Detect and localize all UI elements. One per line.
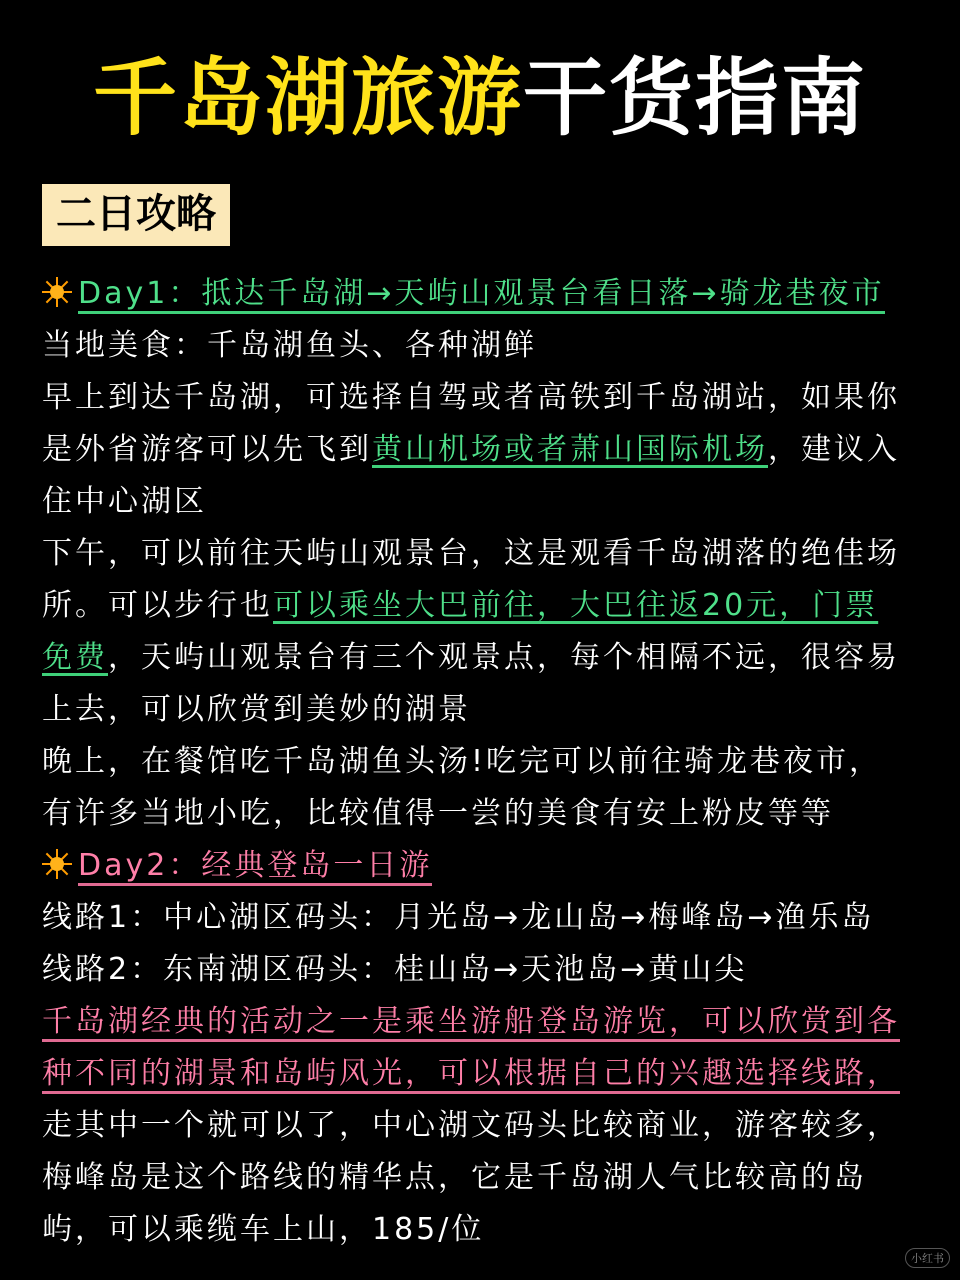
day2-text-1: 走其中一个就可以了，中心湖文码头比较商业，游客较多， xyxy=(42,1108,900,1143)
guide-content xyxy=(42,268,922,1256)
day1-afternoon-3: 免费，天屿山观景台有三个观景点，每个相隔不远，很容易 xyxy=(42,640,900,675)
day1-heading xyxy=(42,268,922,320)
sun-icon xyxy=(42,849,72,879)
day1-heading-text: Day1：抵达千岛湖→天屿山观景台看日落→骑龙巷夜市 xyxy=(78,276,885,314)
day1-evening-2: 有许多当地小吃，比较值得一尝的美食有安上粉皮等等 xyxy=(42,796,834,831)
day1-afternoon-1: 下午，可以前往天屿山观景台，这是观看千岛湖落的绝佳场 xyxy=(42,536,900,571)
free-highlight: 免费 xyxy=(42,640,108,675)
day2-text-2: 梅峰岛是这个路线的精华点，它是千岛湖人气比较高的岛 xyxy=(42,1160,867,1195)
day1-evening-1: 晚上，在餐馆吃千岛湖鱼头汤!吃完可以前往骑龙巷夜市， xyxy=(42,744,883,779)
day1-morning-3: 住中心湖区 xyxy=(42,484,207,519)
page-title xyxy=(0,48,960,148)
itinerary-badge: 二日攻略 xyxy=(42,184,230,246)
airport-highlight: 黄山机场或者萧山国际机场 xyxy=(372,432,768,467)
day1-morning-2: 是外省游客可以先飞到黄山机场或者萧山国际机场，建议入 xyxy=(42,432,900,467)
day2-text-3: 屿，可以乘缆车上山，185/位 xyxy=(42,1212,485,1247)
day2-route-1: 线路1：中心湖区码头：月光岛→龙山岛→梅峰岛→渔乐岛 xyxy=(42,900,875,935)
bus-highlight: 可以乘坐大巴前往，大巴往返20元，门票 xyxy=(273,588,879,623)
day1-food: 当地美食：千岛湖鱼头、各种湖鲜 xyxy=(42,328,537,363)
title-highlight: 千岛湖旅游 xyxy=(92,49,523,147)
day2-highlight-1: 千岛湖经典的活动之一是乘坐游船登岛游览，可以欣赏到各 xyxy=(42,996,922,1048)
day2-heading-text: Day2：经典登岛一日游 xyxy=(78,848,432,886)
day2-heading xyxy=(42,840,922,892)
day2-route-2: 线路2：东南湖区码头：桂山岛→天池岛→黄山尖 xyxy=(42,952,748,987)
day1-morning-1: 早上到达千岛湖，可选择自驾或者高铁到千岛湖站，如果你 xyxy=(42,380,900,415)
title-rest: 干货指南 xyxy=(523,49,868,147)
day2-highlight-2: 种不同的湖景和岛屿风光，可以根据自己的兴趣选择线路， xyxy=(42,1048,922,1100)
day1-afternoon-4: 上去，可以欣赏到美妙的湖景 xyxy=(42,692,471,727)
watermark-logo: 小红书 xyxy=(905,1248,950,1268)
day1-afternoon-2: 所。可以步行也可以乘坐大巴前往，大巴往返20元，门票 xyxy=(42,588,879,623)
sun-icon xyxy=(42,277,72,307)
